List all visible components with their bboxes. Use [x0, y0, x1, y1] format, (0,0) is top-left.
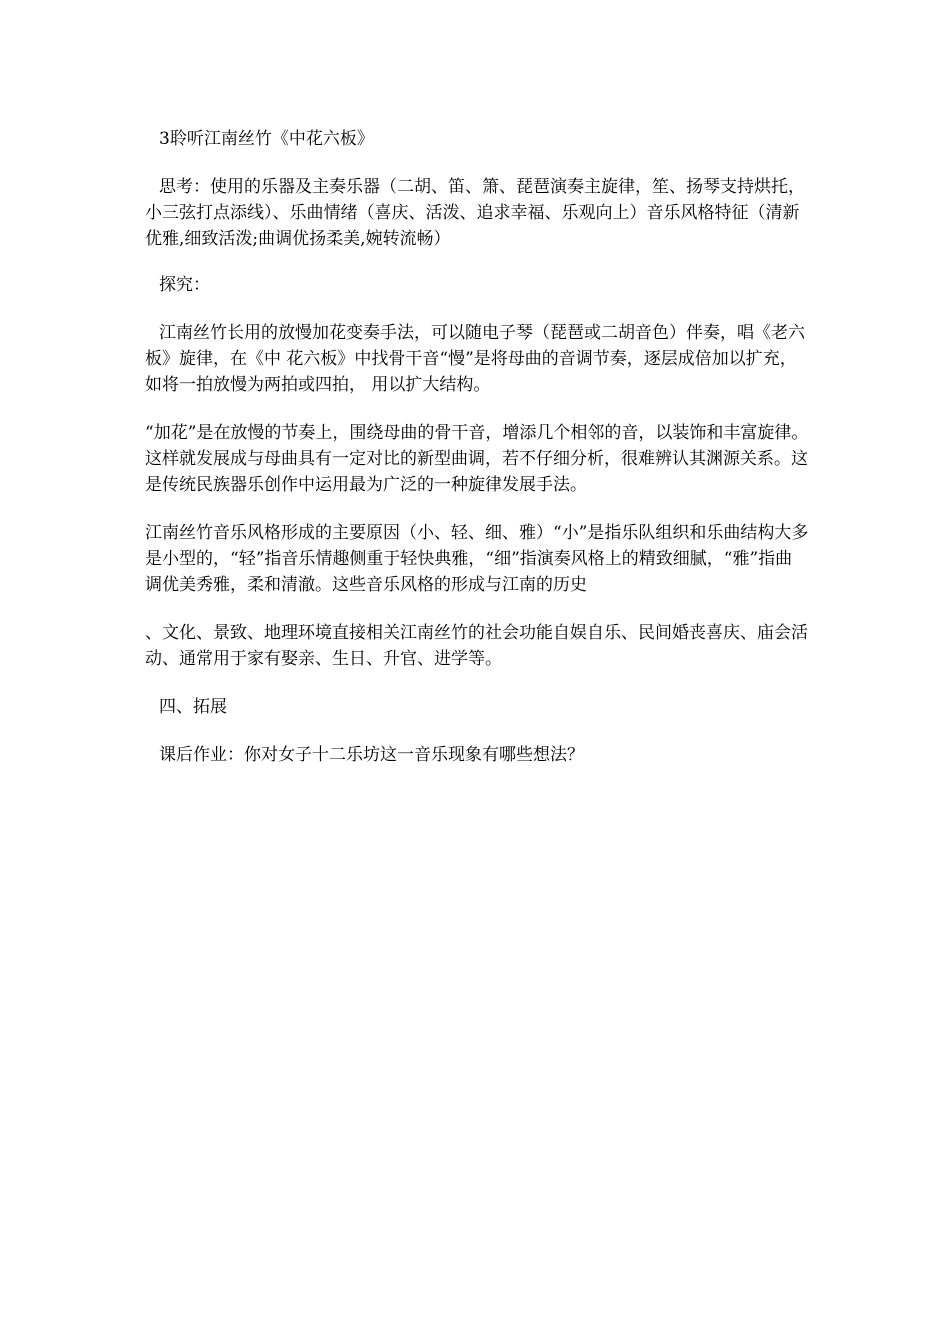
explore-label: 探究： [159, 275, 210, 295]
function-paragraph: 、文化、景致、地理环境直接相关江南丝竹的社会功能自娱自乐、民间婚丧喜庆、庙会活动、通常用于家有娶亲、生日、升官、进学等。 [145, 623, 808, 669]
think-paragraph: 思考：使用的乐器及主奏乐器（二胡、笛、箫、琵琶演奏主旋律，笙、扬琴支持烘托，小三弦打点添线）、乐曲情绪（喜庆、活泼、追求幸福、乐观向上）音乐风格特征（清新优雅,细致活泼;曲调优扬柔美,婉转流畅） [145, 177, 805, 249]
section-heading: 3聆听江南丝竹《中花六板》 [159, 129, 374, 149]
style-paragraph: 江南丝竹音乐风格形成的主要原因（小、轻、细、雅）“小”是指乐队组织和乐曲结构大多是小型的，“轻”指音乐情趣侧重于轻快典雅，“细”指演奏风格上的精致细腻，“雅”指曲调优美秀雅，柔和清澈。这些音乐风格的形成与江南的历史 [145, 523, 809, 595]
explore-paragraph-ornament: “加花”是在放慢的节奏上，围绕母曲的骨干音，增添几个相邻的音，以装饰和丰富旋律。这样就发展成与母曲具有一定对比的新型曲调，若不仔细分析，很难辨认其渊源关系。这是传统民族器乐创作中运用最为广泛的一种旋律发展手法。 [145, 423, 809, 495]
document-body [145, 126, 809, 768]
homework-paragraph: 课后作业：你对女子十二乐坊这一音乐现象有哪些想法？ [159, 745, 584, 765]
section-extension-heading: 四、拓展 [159, 697, 227, 717]
explore-paragraph-slowdown: 江南丝竹长用的放慢加花变奏手法，可以随电子琴（琵琶或二胡音色）伴奏，唱《老六板》旋律，在《中 花六板》中找骨干音“慢”是将母曲的音调节奏，逐层成倍加以扩充， 如将一拍放慢为两拍或四拍， 用以扩大结构。 [145, 323, 805, 395]
